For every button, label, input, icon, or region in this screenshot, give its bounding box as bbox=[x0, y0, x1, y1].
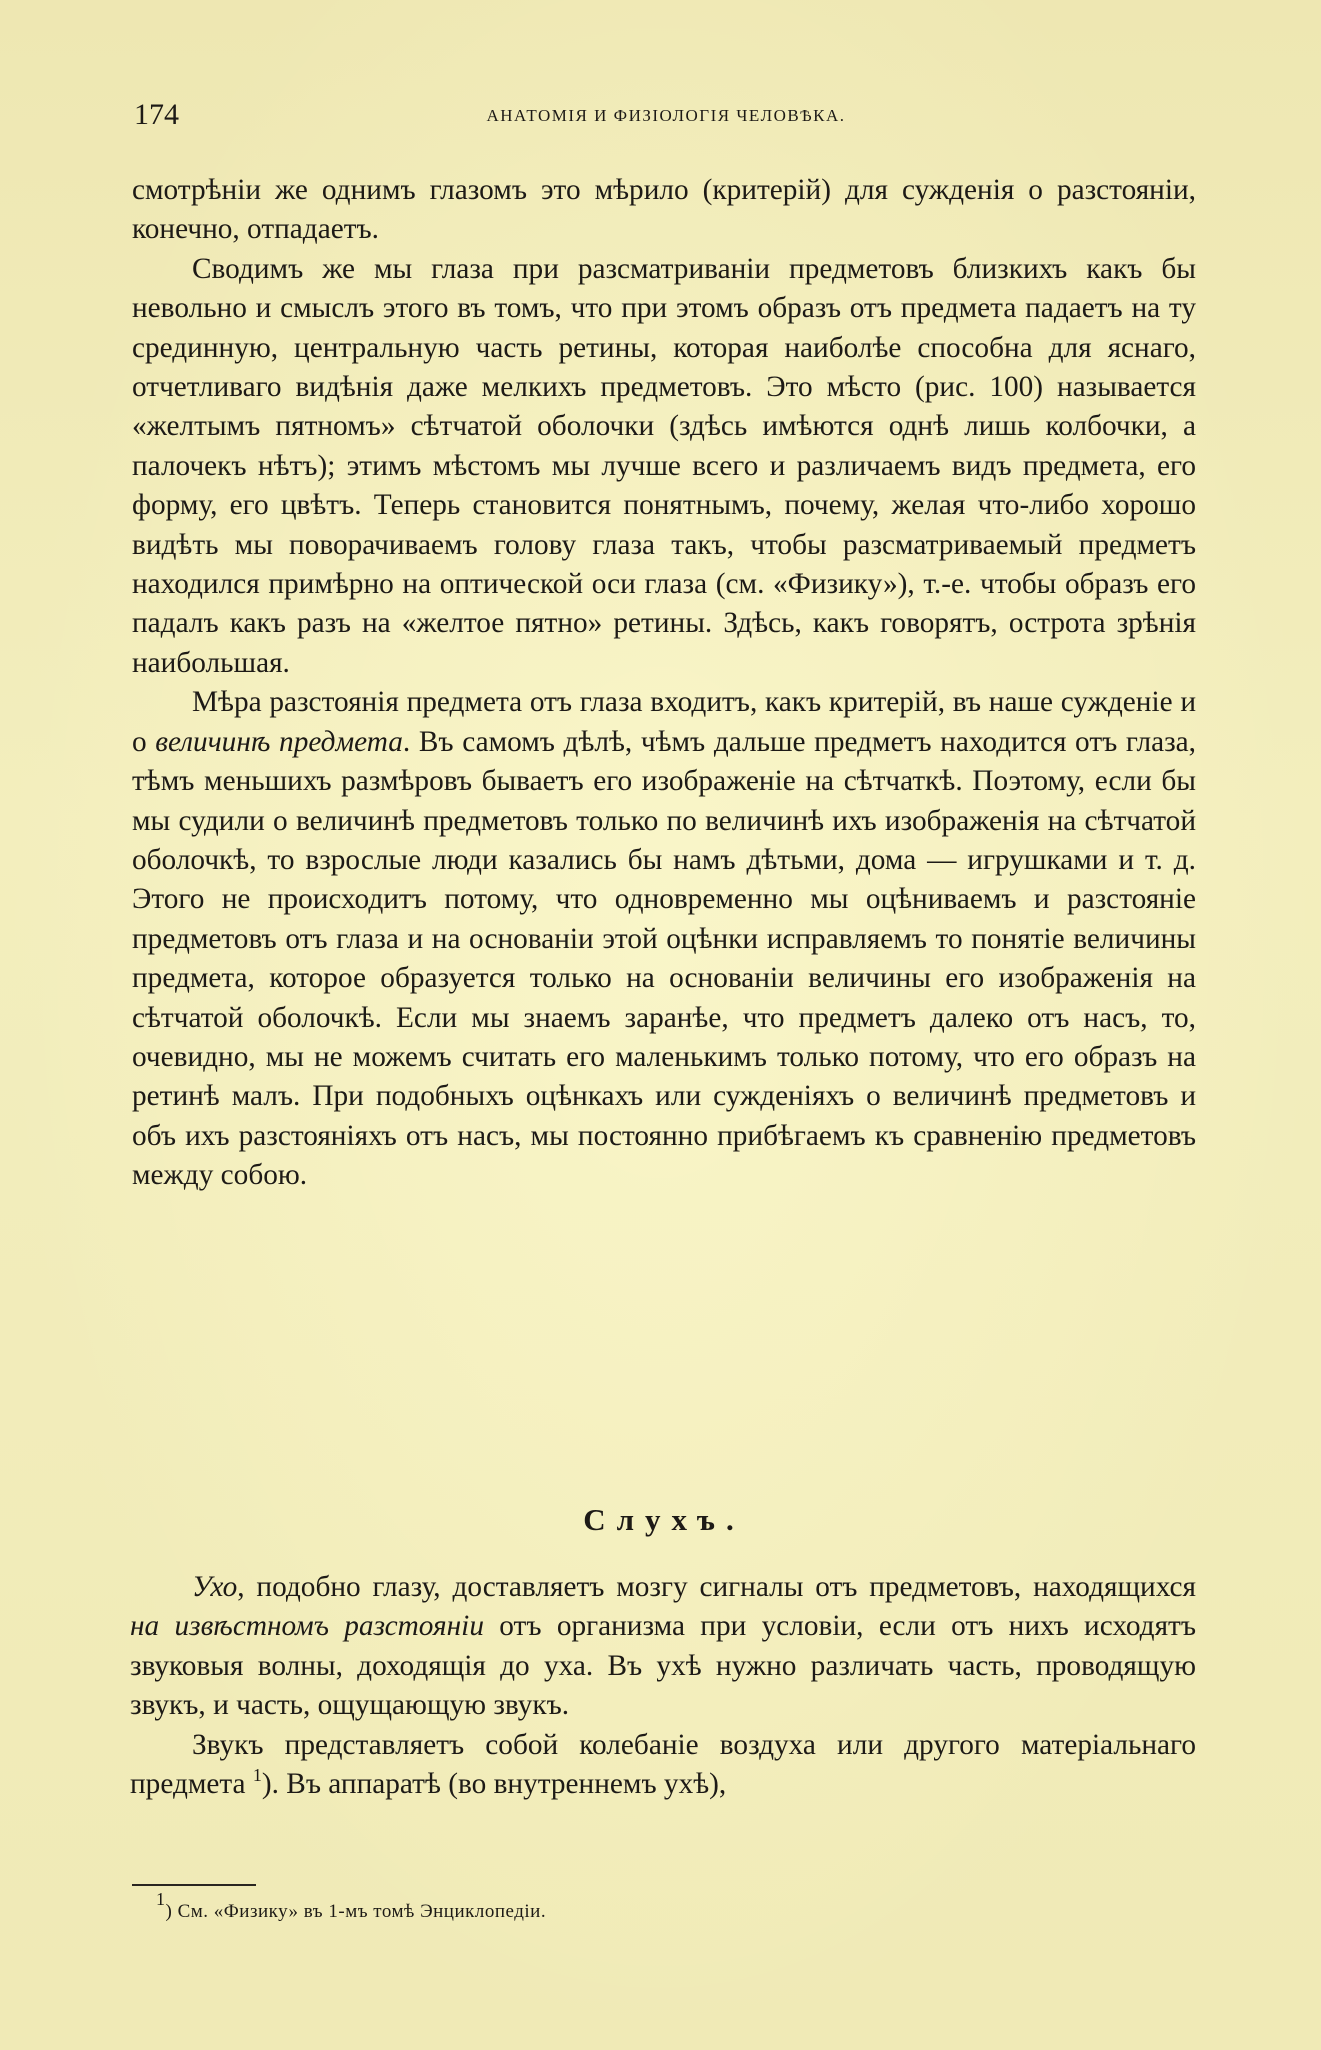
running-header bbox=[134, 98, 1198, 132]
paragraph-1: смотрѣніи же однимъ глазомъ это мѣрило (критерій) для сужденія о разстояніи, конечно, отпадаетъ. bbox=[132, 174, 1196, 246]
footnote-marker: 1 bbox=[156, 1889, 166, 1909]
section-paragraph-1-emphasis: на извѣстномъ разстояніи bbox=[130, 1610, 484, 1643]
footnote-divider bbox=[132, 1884, 256, 1886]
section-paragraph-2-text-b: ). Въ аппаратѣ (во внутреннемъ ухѣ), bbox=[261, 1768, 727, 1801]
section-paragraph-1 bbox=[130, 1568, 1196, 1726]
running-title: АНАТОМІЯ И ФИЗІОЛОГІЯ ЧЕЛОВѢКА. bbox=[486, 106, 846, 125]
footnote bbox=[156, 1889, 1156, 1926]
paragraph-2: Сводимъ же мы глаза при разсматриваніи предметовъ близкихъ какъ бы невольно и смыслъ этого въ томъ, что при этомъ образъ отъ предмета падаетъ на ту срединную, центральную часть ретины, которая наиболѣе способна для яснаго, отчетливаго видѣнія даже мелкихъ предметовъ. Это мѣсто (рис. 100) называется «желтымъ пятномъ» сѣтчатой оболочки (здѣсь имѣются однѣ лишь колбочки, а палочекъ нѣтъ); этимъ мѣстомъ мы лучше всего и различаемъ видъ предмета, его форму, его цвѣтъ. Теперь становится понятнымъ, почему, желая что-либо хорошо видѣть мы поворачиваемъ голову глаза такъ, чтобы разсматриваемый предметъ находился примѣрно на оптической оси глаза (см. «Физику»), т.-е. чтобы образъ его падалъ какъ разъ на «желтое пятно» ретины. Здѣсь, какъ говорятъ, острота зрѣнія наибольшая. bbox=[132, 252, 1196, 679]
section-paragraph-2-text-a: Звукъ представляетъ собой колебаніе воздуха или другого матеріальнаго предмета bbox=[130, 1728, 1196, 1801]
section-text bbox=[130, 1568, 1196, 1804]
section-paragraph-1-lead: Ухо bbox=[192, 1571, 238, 1603]
paragraph-3-end: . Въ самомъ дѣлѣ, чѣмъ дальше предметъ находится отъ глаза, тѣмъ меньшихъ размѣровъ бываетъ его изображеніе на сѣтчаткѣ. Поэтому, если бы мы судили о величинѣ предметовъ только по величинѣ ихъ изображенія на сѣтчатой оболочкѣ, то взрослые люди казались бы намъ дѣтьми, дома — игрушками и т. д. Этого не происходитъ потому, что одновременно мы оцѣниваемъ и разстояніе предметовъ отъ глаза и на основаніи этой оцѣнки исправляемъ то понятіе величины предмета, которое образуется только на основаніи величины его изображенія на сѣтчатой оболочкѣ. Если мы знаемъ заранѣе, что предметъ далеко отъ насъ, то, очевидно, мы не можемъ считать его маленькимъ только потому, что его образъ на ретинѣ малъ. При подобныхъ оцѣнкахъ или сужденіяхъ о величинѣ предметовъ и объ ихъ разстояніяхъ отъ насъ, мы постоянно прибѣгаемъ къ сравненію предметовъ между собою. bbox=[132, 725, 1196, 1192]
section-paragraph-2 bbox=[130, 1726, 1196, 1805]
section-heading: Слухъ. bbox=[583, 1502, 745, 1537]
section-paragraph-1-text-a: , подобно глазу, доставляетъ мозгу сигналы отъ предметовъ, находящихся bbox=[237, 1571, 1196, 1603]
page-number: 174 bbox=[134, 98, 179, 131]
paragraph-3-start: Мѣра разстоянія предмета отъ глаза входитъ, какъ критерій, въ наше сужденіе и о bbox=[132, 686, 1196, 758]
footnote-text: ) См. «Физику» въ 1-мъ томѣ Энциклопедіи. bbox=[165, 1901, 547, 1922]
footnote-reference[interactable]: 1 bbox=[252, 1765, 262, 1786]
main-text bbox=[132, 171, 1196, 1196]
section-paragraph-1-text-b: отъ организма при условіи, если отъ нихъ исходятъ звуковыя волны, доходящія до уха. Въ ухѣ нужно различать часть, проводящую звукъ, и часть, ощущающую звукъ. bbox=[130, 1610, 1196, 1722]
paragraph-3 bbox=[132, 683, 1196, 1195]
paragraph-3-emphasis: величинѣ предмета bbox=[155, 725, 403, 758]
